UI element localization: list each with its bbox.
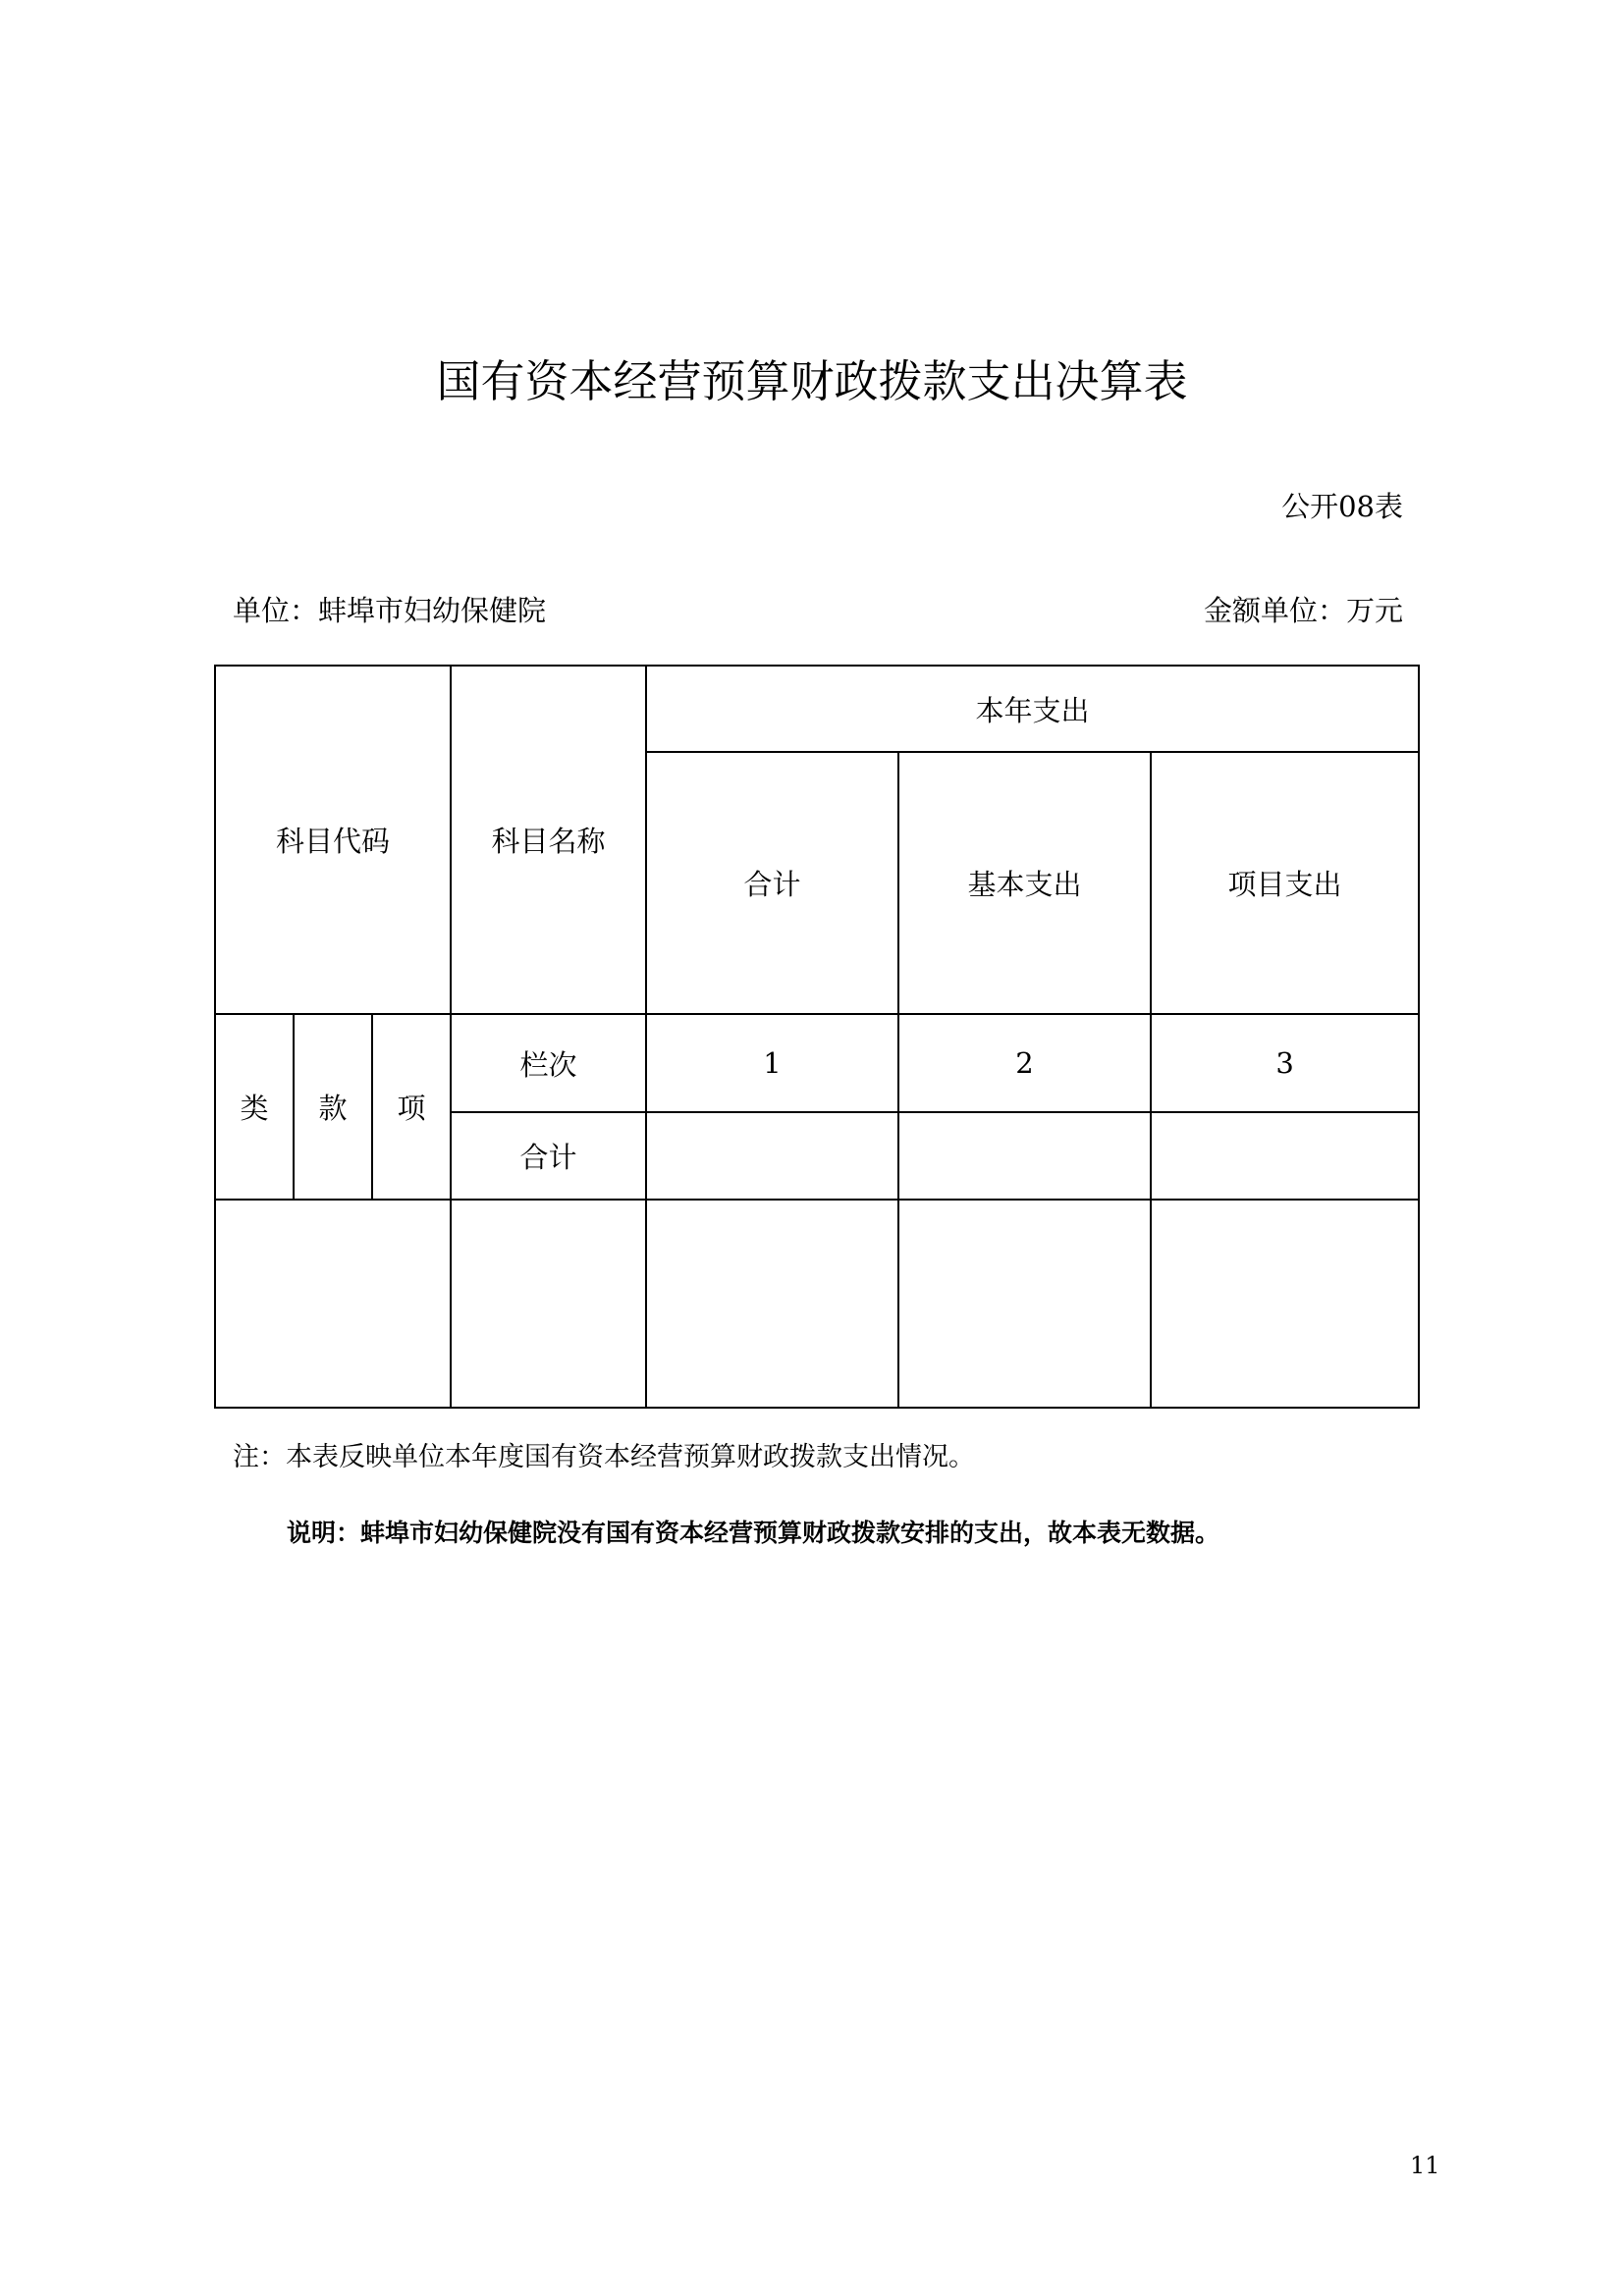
header-subject-code: 科目代码	[215, 666, 451, 1014]
header-this-year-expense: 本年支出	[646, 666, 1419, 752]
header-total: 合计	[646, 752, 898, 1014]
amount-unit-label: 金额单位：万元	[1203, 594, 1403, 627]
total-cell	[1151, 1112, 1419, 1200]
explanation: 说明：蚌埠市妇幼保健院没有国有资本经营预算财政拨款安排的支出，故本表无数据。	[287, 1519, 1220, 1547]
header-category: 类	[215, 1014, 294, 1200]
header-subject-name: 科目名称	[451, 666, 646, 1014]
total-cell	[646, 1112, 898, 1200]
column-number: 3	[1151, 1014, 1419, 1112]
header-item: 项	[372, 1014, 451, 1200]
column-number: 2	[898, 1014, 1151, 1112]
column-number: 1	[646, 1014, 898, 1112]
unit-label: 单位：蚌埠市妇幼保健院	[233, 594, 547, 627]
empty-cell	[451, 1200, 646, 1408]
expense-table	[214, 665, 1420, 1409]
empty-cell	[1151, 1200, 1419, 1408]
table-row	[215, 1200, 1419, 1408]
table-note: 注：本表反映单位本年度国有资本经营预算财政拨款支出情况。	[233, 1442, 975, 1472]
empty-cell	[646, 1200, 898, 1408]
header-basic-expense: 基本支出	[898, 752, 1151, 1014]
header-section: 款	[294, 1014, 372, 1200]
column-row-label: 栏次	[451, 1014, 646, 1112]
table-code: 公开08表	[1281, 490, 1403, 523]
page-title: 国有资本经营预算财政拨款支出决算表	[436, 355, 1188, 407]
total-row-label: 合计	[451, 1112, 646, 1200]
empty-cell	[898, 1200, 1151, 1408]
total-cell	[898, 1112, 1151, 1200]
page-number: 11	[1410, 2152, 1440, 2179]
empty-cell	[215, 1200, 451, 1408]
header-project-expense: 项目支出	[1151, 752, 1419, 1014]
